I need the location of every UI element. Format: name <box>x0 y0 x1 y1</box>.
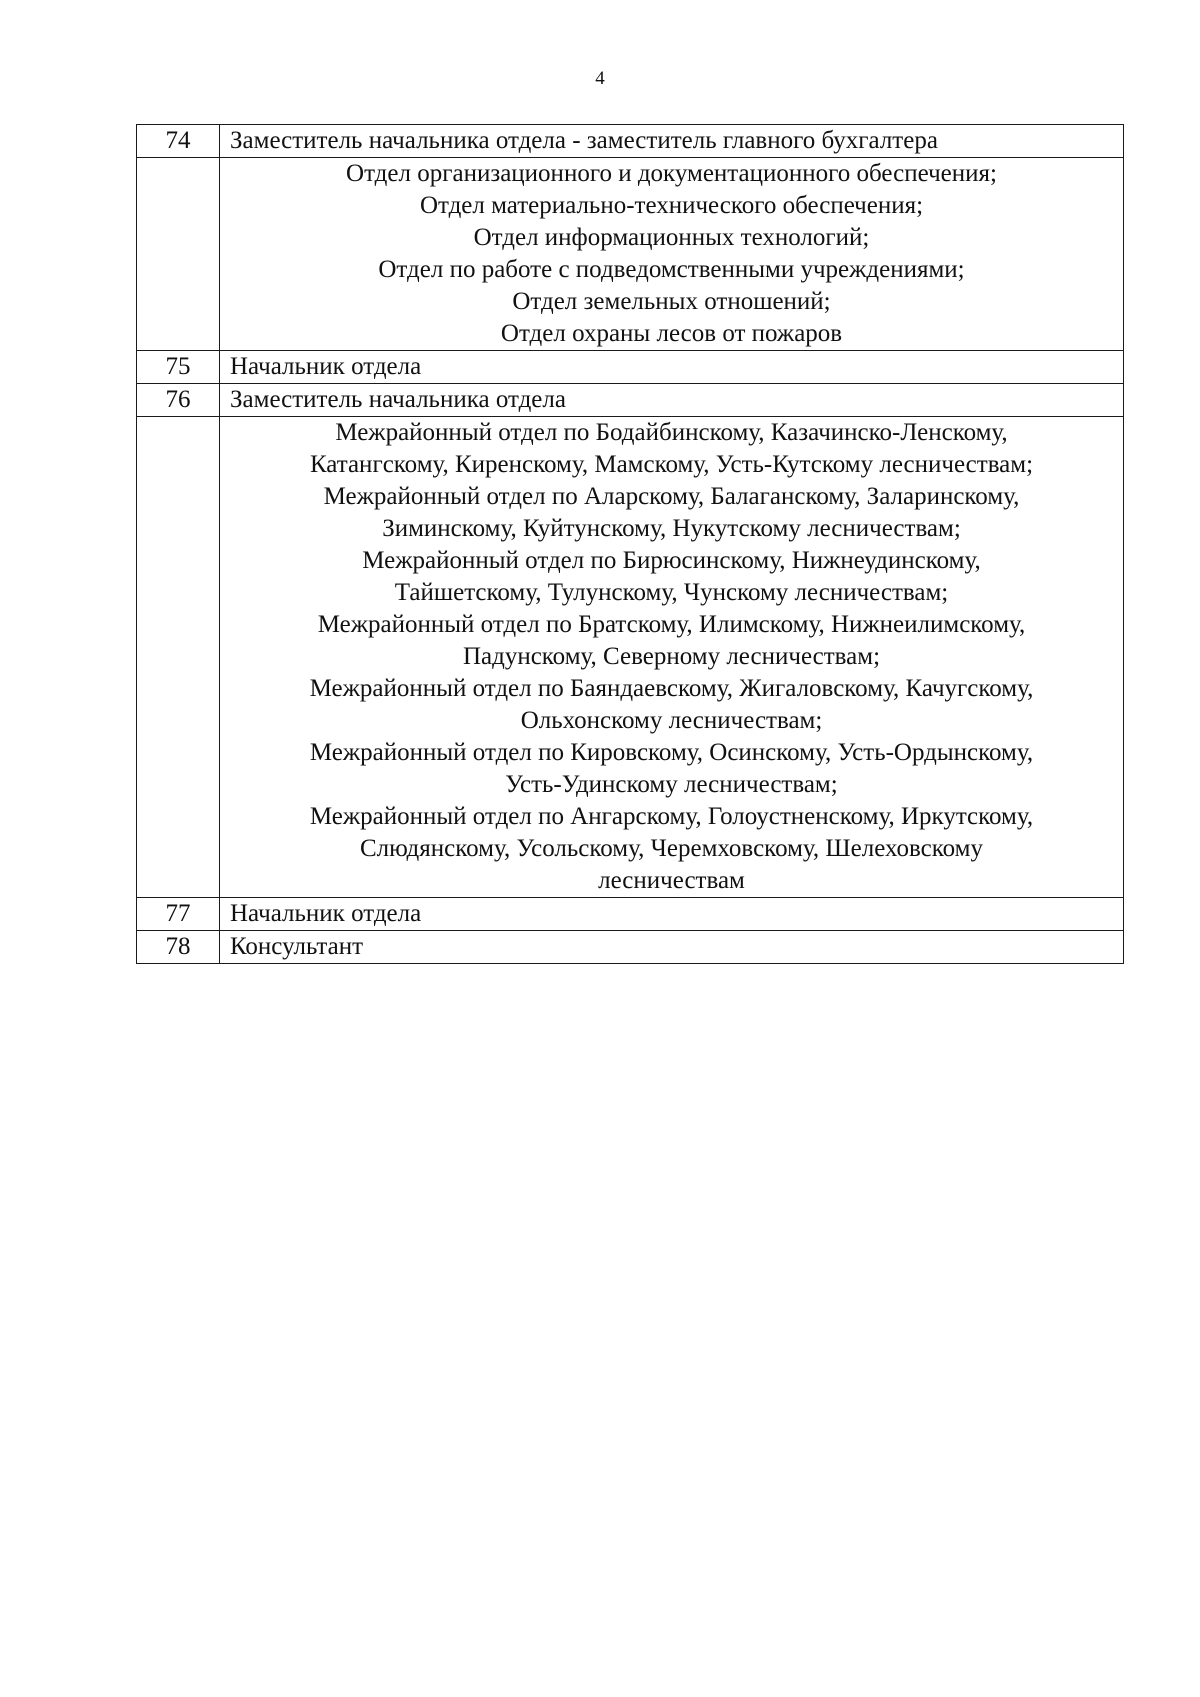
department-line: Межрайонный отдел по Кировскому, Осинскому, Усть-Ордынскому, <box>309 739 1034 766</box>
department-line: Межрайонный отдел по Ангарскому, Голоустненскому, Иркутскому, <box>309 803 1034 830</box>
table-row <box>137 931 1124 964</box>
position-title: Консультант <box>220 931 1124 964</box>
row-number-empty <box>137 417 220 898</box>
department-line: Межрайонный отдел по Бодайбинскому, Казачинско-Ленскому, <box>335 419 1008 446</box>
department-line: Слюдянскому, Усольскому, Черемховскому, Шелеховскому <box>360 835 983 862</box>
department-line: Падунскому, Северному лесничествам; <box>462 643 881 670</box>
department-group <box>220 417 1124 898</box>
row-number: 76 <box>137 384 220 417</box>
department-line: Отдел земельных отношений; <box>512 288 831 315</box>
department-line: Усть-Удинскому лесничествам; <box>505 771 838 798</box>
department-line: Межрайонный отдел по Баяндаевскому, Жигаловскому, Качугскому, <box>309 675 1034 702</box>
department-line: лесничествам <box>598 867 745 894</box>
department-line: Катангскому, Киренскому, Мамскому, Усть-Кутскому лесничествам; <box>309 451 1034 478</box>
row-number-empty <box>137 158 220 351</box>
table-row-group <box>137 158 1124 351</box>
department-line: Отдел охраны лесов от пожаров <box>500 320 843 347</box>
positions-table <box>136 124 1124 964</box>
department-line: Межрайонный отдел по Братскому, Илимскому, Нижнеилимскому, <box>317 611 1026 638</box>
department-line: Межрайонный отдел по Аларскому, Балаганскому, Заларинскому, <box>323 483 1020 510</box>
department-line: Отдел организационного и документационного обеспечения; <box>346 160 997 187</box>
department-group <box>220 158 1124 351</box>
position-title: Заместитель начальника отдела - заместитель главного бухгалтера <box>220 125 1124 158</box>
table-row <box>137 384 1124 417</box>
row-number: 78 <box>137 931 220 964</box>
department-line: Отдел материально-технического обеспечения; <box>419 192 924 219</box>
row-number: 75 <box>137 351 220 384</box>
position-title: Начальник отдела <box>220 351 1124 384</box>
position-title: Начальник отдела <box>220 898 1124 931</box>
department-line: Межрайонный отдел по Бирюсинскому, Нижнеудинскому, <box>362 547 981 574</box>
department-line: Отдел информационных технологий; <box>473 224 870 251</box>
table-row <box>137 125 1124 158</box>
department-line: Отдел по работе с подведомственными учреждениями; <box>378 256 965 283</box>
table-row <box>137 898 1124 931</box>
positions-table-body <box>137 125 1124 964</box>
position-title: Заместитель начальника отдела <box>220 384 1124 417</box>
row-number: 77 <box>137 898 220 931</box>
table-row-group <box>137 417 1124 898</box>
department-line: Зиминскому, Куйтунскому, Нукутскому лесничествам; <box>382 515 961 542</box>
department-line: Тайшетскому, Тулунскому, Чунскому лесничествам; <box>394 579 949 606</box>
row-number: 74 <box>137 125 220 158</box>
department-line: Ольхонскому лесничествам; <box>520 707 823 734</box>
page-number: 4 <box>595 68 605 89</box>
table-row <box>137 351 1124 384</box>
